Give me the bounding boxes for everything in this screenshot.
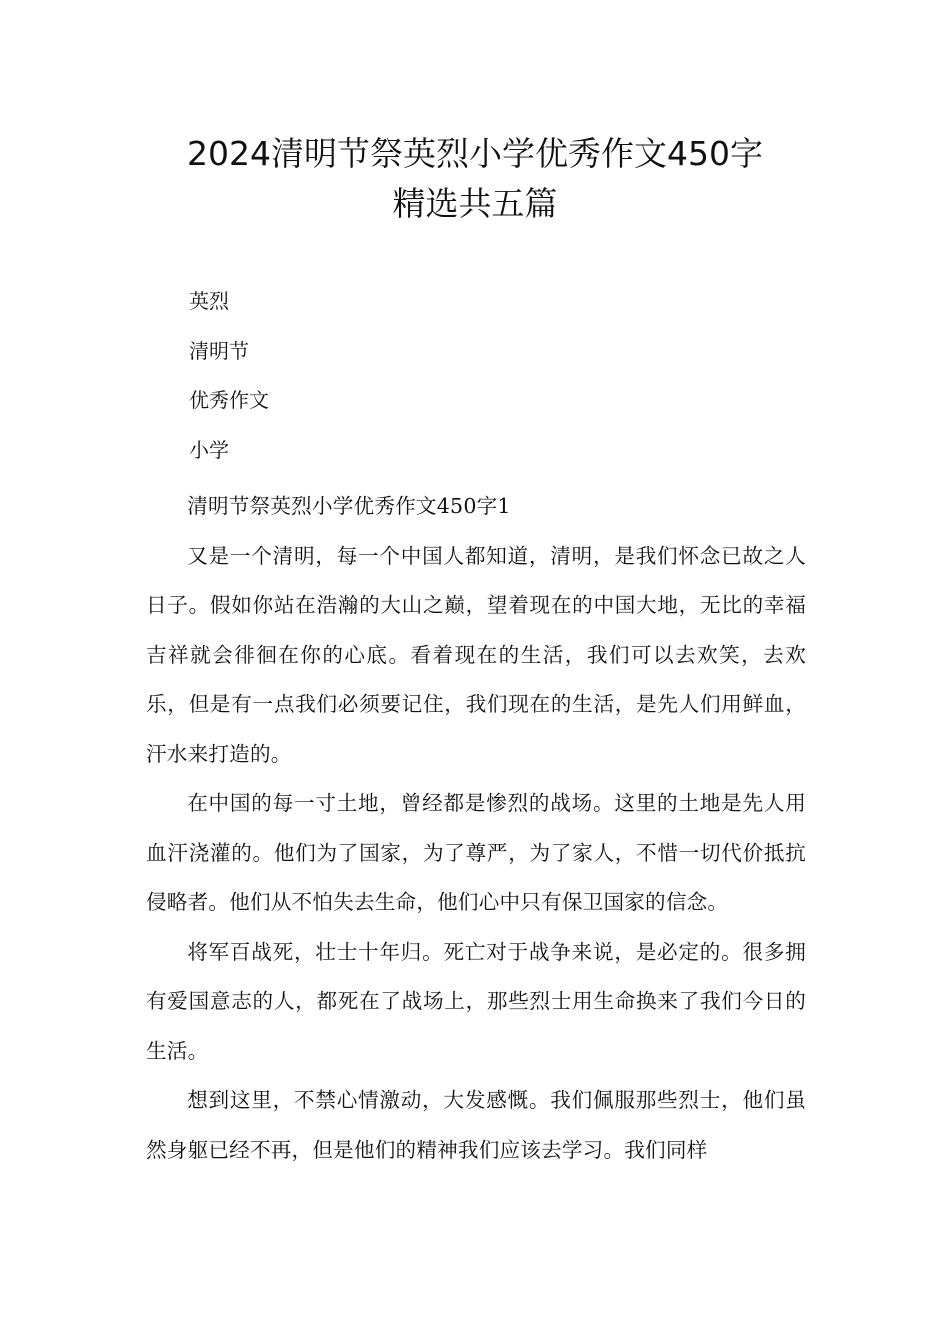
document-title-line-2: 精选共五篇 xyxy=(392,184,558,223)
document-body xyxy=(146,482,806,1175)
keyword-item: 优秀作文 xyxy=(189,388,269,412)
body-paragraph: 想到这里，不禁心情激动，大发感慨。我们佩服那些烈士，他们虽然身躯已经不再，但是他们的精神我们应该去学习。我们同样 xyxy=(146,1088,806,1162)
section-heading: 清明节祭英烈小学优秀作文450字1 xyxy=(187,494,511,518)
document-title-line-1: 2024清明节祭英烈小学优秀作文450字 xyxy=(187,134,763,173)
body-paragraph: 又是一个清明，每一个中国人都知道，清明，是我们怀念已故之人日子。假如你站在浩瀚的大山之巅，望着现在的中国大地，无比的幸福吉祥就会徘徊在你的心底。看着现在的生活，我们可以去欢笑，去欢乐，但是有一点我们必须要记住，我们现在的生活，是先人们用鲜血，汗水来打造的。 xyxy=(146,543,806,766)
body-paragraph: 将军百战死，壮士十年归。死亡对于战争来说，是必定的。很多拥有爱国意志的人，都死在了战场上，那些烈士用生命换来了我们今日的生活。 xyxy=(146,939,806,1063)
keyword-item: 小学 xyxy=(189,437,229,462)
keyword-list xyxy=(189,285,269,483)
body-paragraph: 在中国的每一寸土地，曾经都是惨烈的战场。这里的土地是先人用血汗浇灌的。他们为了国家，为了尊严，为了家人，不惜一切代价抵抗侵略者。他们从不怕失去生命，他们心中只有保卫国家的信念。 xyxy=(146,791,806,914)
keyword-item: 清明节 xyxy=(189,338,249,363)
keyword-item: 英烈 xyxy=(189,289,229,313)
